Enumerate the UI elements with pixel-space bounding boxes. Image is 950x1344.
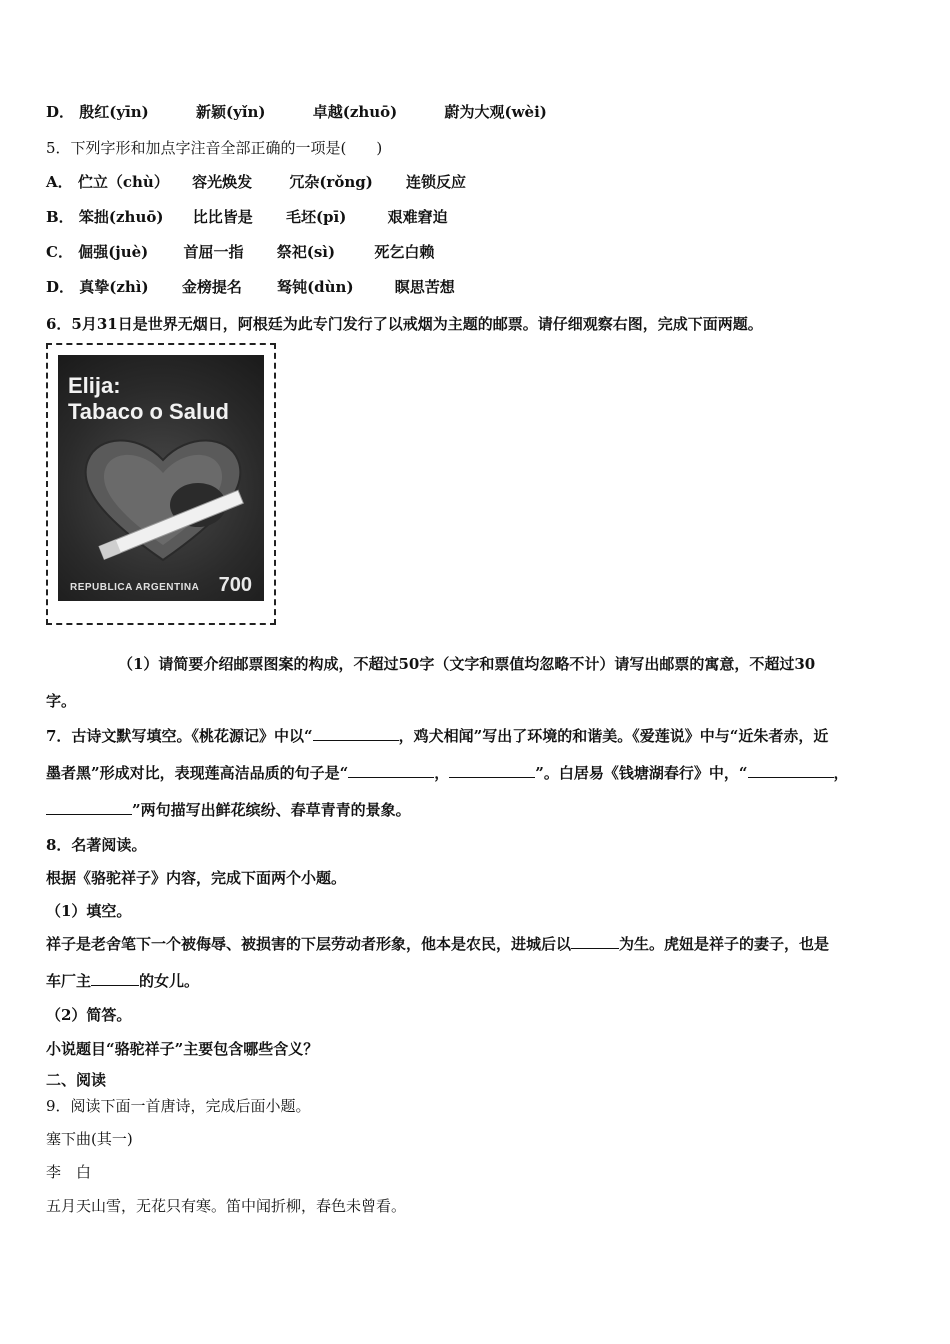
option-label: A． bbox=[46, 173, 73, 191]
stamp-image bbox=[46, 343, 276, 625]
option-item: 笨拙(zhuō) bbox=[78, 208, 164, 226]
option-label: C． bbox=[46, 243, 73, 261]
answer-blank[interactable] bbox=[313, 740, 399, 741]
q7-line1 bbox=[46, 726, 828, 746]
stamp-title-line2: Tabaco o Salud bbox=[68, 399, 229, 424]
text: 墨者黑”形成对比，表现莲高洁品质的句子是“ bbox=[46, 764, 349, 782]
option-item: 金榜提名 bbox=[181, 278, 242, 296]
option-item: 蔚为大观(wèi) bbox=[444, 103, 547, 121]
stamp-value: 700 bbox=[218, 574, 252, 596]
option-item: 冗杂(rǒng) bbox=[289, 173, 373, 191]
answer-blank[interactable] bbox=[449, 777, 535, 778]
poem-title: 塞下曲(其一) bbox=[46, 1130, 133, 1148]
option-item: 殷红(yīn) bbox=[79, 103, 149, 121]
stamp-title-line1: Elija: bbox=[68, 373, 121, 398]
text: 祥子是老舍笔下一个被侮辱、被损害的下层劳动者形象，他本是农民，进城后以 bbox=[46, 935, 572, 953]
q9-stem: 9．阅读下面一首唐诗，完成后面小题。 bbox=[46, 1097, 311, 1115]
q8-sub1: （1）填空。 bbox=[46, 902, 132, 920]
text: ”。白居易《钱塘湖春行》中，“ bbox=[535, 764, 748, 782]
text: ”两句描写出鲜花缤纷、春草青青的景象。 bbox=[132, 801, 411, 819]
q5-stem: 5．下列字形和加点字注音全部正确的一项是( ) bbox=[46, 139, 383, 157]
q7-line3 bbox=[46, 800, 411, 820]
text: 7．古诗文默写填空。《桃花源记》中以“ bbox=[46, 727, 313, 745]
option-item: 比比皆是 bbox=[192, 208, 253, 226]
option-item: 祭祀(sì) bbox=[276, 243, 336, 261]
option-item: 容光焕发 bbox=[192, 173, 253, 191]
option-item: 驽钝(dùn) bbox=[277, 278, 354, 296]
text: ， bbox=[434, 764, 450, 782]
q8-fill-line1 bbox=[46, 934, 829, 954]
option-label: D． bbox=[46, 278, 75, 296]
poem-line: 五月天山雪，无花只有寒。笛中闻折柳，春色未曾看。 bbox=[46, 1197, 407, 1215]
option-item: 伫立（chù） bbox=[77, 173, 169, 191]
section-heading: 二、阅读 bbox=[46, 1071, 107, 1089]
stamp-country: REPUBLICA ARGENTINA bbox=[70, 582, 200, 593]
answer-blank[interactable] bbox=[348, 777, 434, 778]
option-item: 首屈一指 bbox=[183, 243, 244, 261]
q8-intro: 根据《骆驼祥子》内容，完成下面两个小题。 bbox=[46, 869, 347, 887]
answer-blank[interactable] bbox=[571, 948, 619, 949]
text: ， bbox=[833, 764, 849, 782]
q8-stem: 8．名著阅读。 bbox=[46, 836, 147, 854]
option-item: 死乞白赖 bbox=[374, 243, 435, 261]
q5-option-a bbox=[46, 172, 466, 192]
text: ，鸡犬相闻”写出了环境的和谐美。《爱莲说》中与“近朱者赤，近 bbox=[398, 727, 829, 745]
answer-blank[interactable] bbox=[748, 777, 834, 778]
text: 的女儿。 bbox=[139, 972, 200, 990]
answer-blank[interactable] bbox=[46, 814, 132, 815]
option-item: 真挚(zhì) bbox=[79, 278, 149, 296]
q5-option-b bbox=[46, 207, 448, 227]
option-item: 连锁反应 bbox=[406, 173, 467, 191]
option-item: 倔强(juè) bbox=[78, 243, 149, 261]
q8-sub2: （2）简答。 bbox=[46, 1006, 132, 1024]
option-item: 艰难窘迫 bbox=[387, 208, 448, 226]
option-item: 新颖(yǐn) bbox=[196, 103, 266, 121]
text: 为生。虎妞是祥子的妻子，也是 bbox=[619, 935, 830, 953]
heart-cigarette-icon bbox=[58, 355, 268, 605]
option-item: 卓越(zhuō) bbox=[312, 103, 398, 121]
q8-question: 小说题目“骆驼祥子”主要包含哪些含义？ bbox=[46, 1040, 319, 1058]
text: 车厂主 bbox=[46, 972, 92, 990]
q7-line2 bbox=[46, 763, 849, 783]
option-label: B． bbox=[46, 208, 74, 226]
q8-fill-line2 bbox=[46, 971, 199, 991]
q6-stem: 6．5月31日是世界无烟日，阿根廷为此专门发行了以戒烟为主题的邮票。请仔细观察右图，完成下面两题。 bbox=[46, 315, 763, 333]
stamp-artwork bbox=[58, 355, 264, 601]
q6-sub1-line1: （1）请简要介绍邮票图案的构成，不超过50字（文字和票值均忽略不计）请写出邮票的寓意，不超过30 bbox=[118, 655, 816, 673]
answer-blank[interactable] bbox=[91, 985, 139, 986]
q5-option-c bbox=[46, 242, 434, 262]
q5-option-d bbox=[46, 277, 455, 297]
option-item: 毛坯(pī) bbox=[285, 208, 347, 226]
option-label: D． bbox=[46, 103, 75, 121]
option-item: 瞑思苦想 bbox=[394, 278, 455, 296]
poem-author: 李 白 bbox=[46, 1163, 92, 1181]
q6-sub1-line2: 字。 bbox=[46, 692, 77, 710]
q4-option-d bbox=[46, 102, 547, 122]
